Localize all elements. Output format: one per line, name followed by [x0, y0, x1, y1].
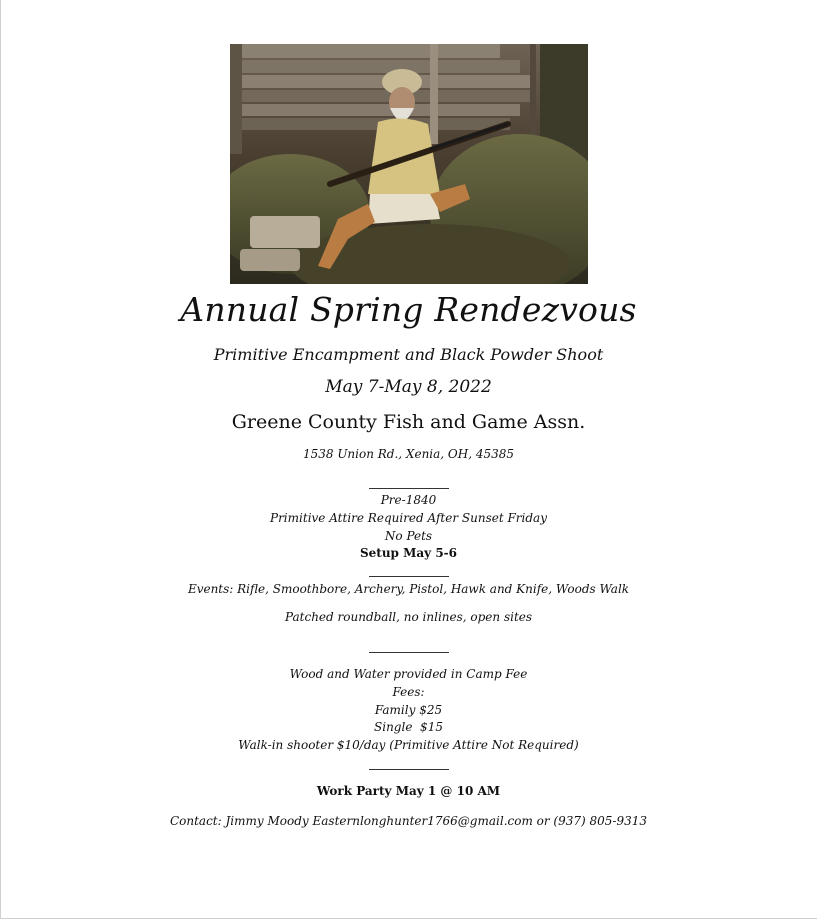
- family-fee: Family $25: [374, 703, 443, 717]
- frontiersman-photo-image: [230, 44, 588, 284]
- contact-line: Contact: Jimmy Moody Easternlonghunter1766@gmail.com or (937) 805-9313: [169, 814, 648, 828]
- frontiersman-photo: [230, 44, 588, 284]
- events-list: Events: Rifle, Smoothbore, Archery, Pistol, Hawk and Knife, Woods Walk: [187, 582, 630, 596]
- setup-note: Setup May 5-6: [359, 546, 458, 560]
- event-address: 1538 Union Rd., Xenia, OH, 45385: [302, 447, 515, 461]
- divider: [369, 488, 449, 489]
- camp-fee-note: Wood and Water provided in Camp Fee: [289, 667, 528, 681]
- walkin-fee: Walk-in shooter $10/day (Primitive Attire Not Required): [238, 738, 579, 752]
- page-title: Annual Spring Rendezvous: [180, 290, 637, 329]
- ammo-note: Patched roundball, no inlines, open sites: [284, 610, 533, 624]
- divider: [369, 769, 449, 770]
- work-party-note: Work Party May 1 @ 10 AM: [316, 784, 501, 798]
- divider: [369, 576, 449, 577]
- event-venue: Greene County Fish and Game Assn.: [231, 411, 586, 433]
- era-note: Pre-1840: [380, 493, 437, 507]
- event-dates: May 7-May 8, 2022: [325, 377, 492, 397]
- pets-note: No Pets: [384, 529, 433, 543]
- event-subtitle: Primitive Encampment and Black Powder Shoot: [213, 345, 604, 364]
- divider: [369, 652, 449, 653]
- fees-heading: Fees:: [392, 685, 425, 699]
- attire-note: Primitive Attire Required After Sunset Friday: [270, 511, 547, 525]
- single-fee: Single $15: [374, 720, 443, 734]
